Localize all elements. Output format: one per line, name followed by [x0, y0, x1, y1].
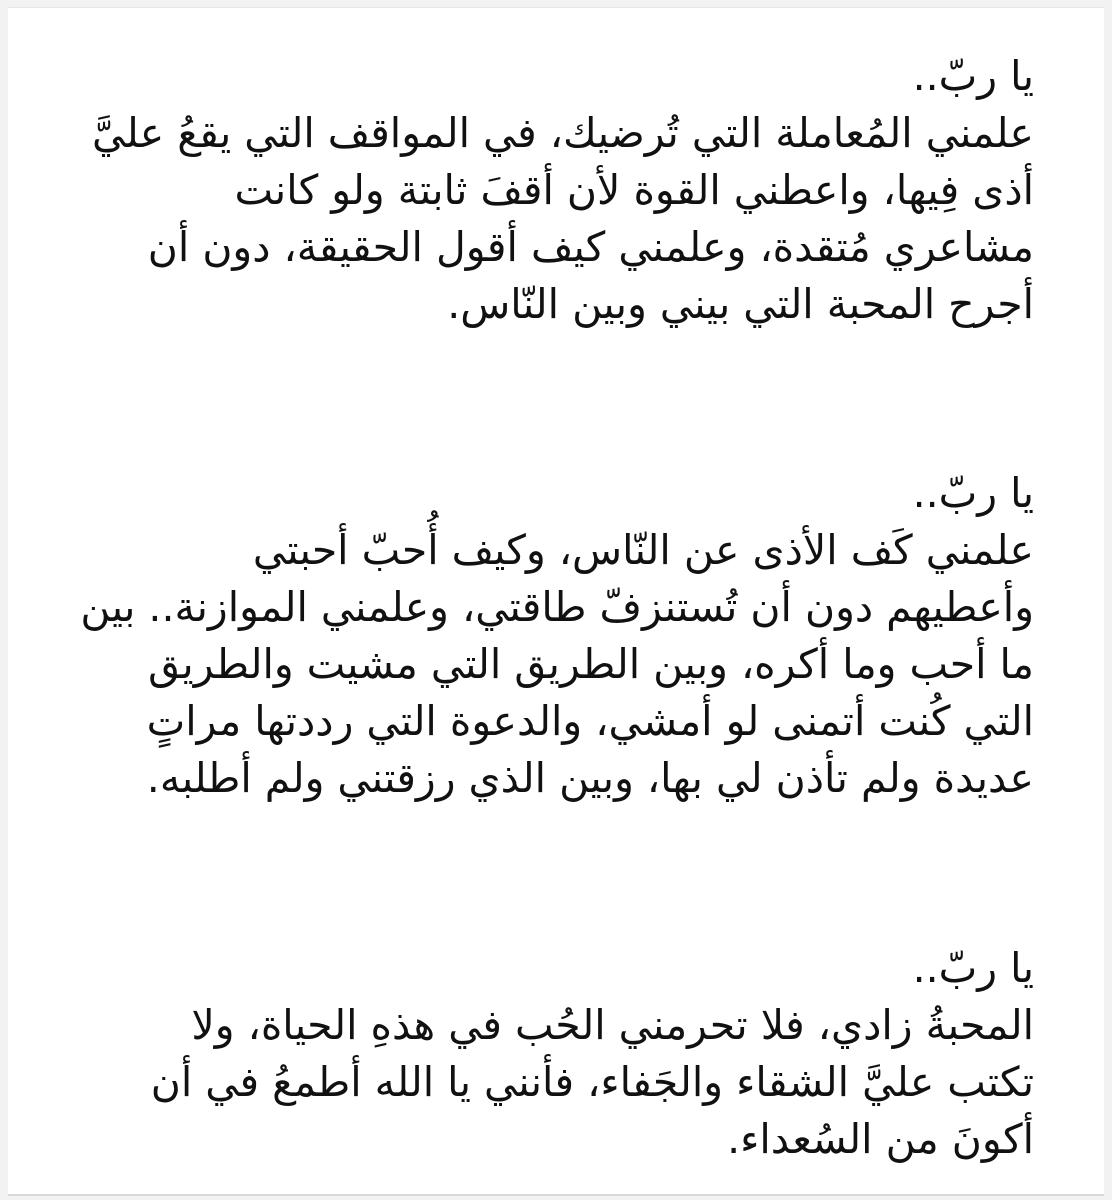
stanza-line: عديدة ولم تأذن لي بها، وبين الذي رزقتني ولم أطلبه.: [146, 754, 1034, 802]
stanza-line: علمني كَف الأذى عن النّاس، وكيف أُحبّ أحبتي: [252, 526, 1034, 574]
stanza-3: [94, 940, 1034, 1168]
frame-bottom-border: [0, 1196, 1112, 1200]
frame-left-border: [0, 0, 8, 1200]
stanza-line: وأعطيهم دون أن تُستنزفّ طاقتي، وعلمني الموازنة.. بين: [80, 583, 1034, 631]
document-page: [8, 7, 1104, 1196]
stanza-line: علمني المُعاملة التي تُرضيك، في المواقف التي يقعُ عليَّ: [92, 109, 1034, 157]
stanza-line: ما أحب وما أكره، وبين الطريق التي مشيت والطريق: [148, 640, 1034, 688]
stanza-line: التي كُنت أتمنى لو أمشي، والدعوة التي رددتها مراتٍ: [146, 697, 1034, 745]
stanza-line: يا ربّ..: [912, 469, 1034, 517]
stanza-2: [80, 465, 1034, 807]
frame-right-border: [1104, 0, 1112, 1200]
stanza-line: تكتب عليَّ الشقاء والجَفاء، فأنني يا الله أطمعُ في أن: [150, 1058, 1034, 1106]
stanza-line: المحبةُ زادي، فلا تحرمني الحُب في هذهِ الحياة، ولا: [191, 1001, 1034, 1049]
stanza-line: يا ربّ..: [912, 52, 1034, 100]
stanza-1: [94, 48, 1034, 333]
stanza-line: أكونَ من السُعداء.: [727, 1115, 1034, 1163]
stanza-line: أذى فِيها، واعطني القوة لأن أقفَ ثابتة ولو كانت: [234, 166, 1034, 214]
stanza-line: يا ربّ..: [912, 944, 1034, 992]
frame-top-border: [0, 0, 1112, 7]
stanza-line: أجرح المحبة التي بيني وبين النّاس.: [447, 280, 1034, 328]
stanza-line: مشاعري مُتقدة، وعلمني كيف أقول الحقيقة، دون أن: [147, 223, 1034, 271]
